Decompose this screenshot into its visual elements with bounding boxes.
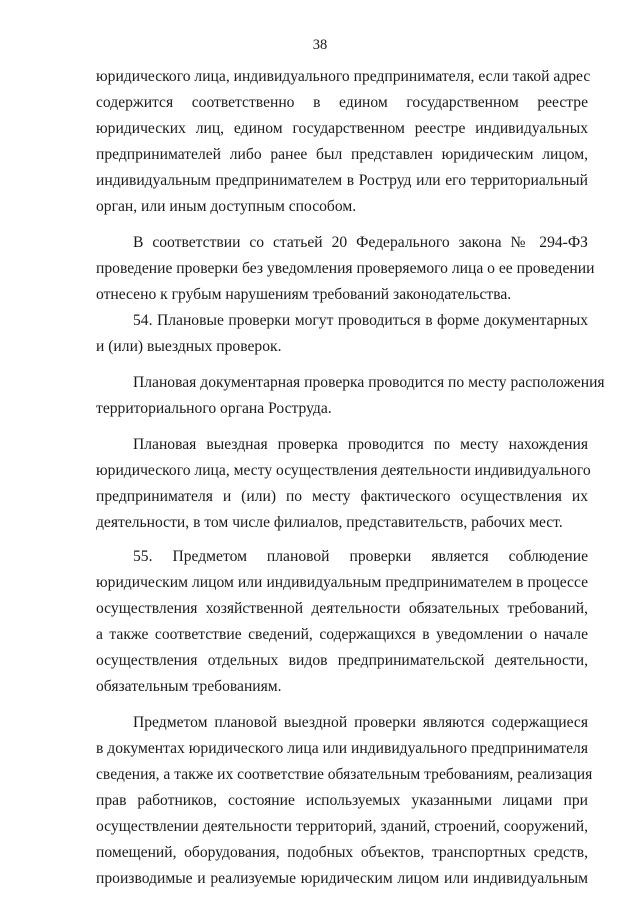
text-line: юридическим лицом или индивидуальным предпринимателем в процессе [96,574,588,591]
text-line: в документах юридического лица или индивидуального предпринимателя [96,740,588,757]
text-line: содержится соответственно в едином государственном реестре [96,94,588,111]
text-line: Плановая выездная проверка проводится по месту нахождения [133,436,588,453]
text-line: индивидуальным предпринимателем в Роструд или его территориальный [96,172,588,189]
text-line: Предметом плановой выездной проверки являются содержащиеся [133,714,588,731]
text-line: а также соответствие сведений, содержащихся в уведомлении о начале [96,626,588,643]
text-line: орган, или иным доступным способом. [96,198,357,215]
text-line: юридических лиц, едином государственном реестре индивидуальных [96,120,588,137]
text-line: сведения, а также их соответствие обязательным требованиям, реализация [96,766,593,783]
text-line: юридического лица, месту осуществления деятельности индивидуального [96,462,591,479]
text-line: 54. Плановые проверки могут проводиться в форме документарных [133,312,588,329]
text-line: 55. Предметом плановой проверки является соблюдение [133,548,588,565]
text-line: помещений, оборудования, подобных объектов, транспортных средств, [96,844,588,861]
text-line: осуществления отдельных видов предпринимательской деятельности, [96,652,588,669]
text-line: осуществлении деятельности территорий, зданий, строений, сооружений, [96,818,588,835]
text-line: прав работников, состояние используемых указанными лицами при [96,792,588,809]
text-line: осуществления хозяйственной деятельности обязательных требований, [96,600,588,617]
text-line: и (или) выездных проверок. [96,338,282,355]
text-line: предпринимателей либо ранее был представлен юридическим лицом, [96,146,588,163]
document-body [96,64,605,892]
text-line: производимые и реализуемые юридическим лицом или индивидуальным [96,870,588,887]
text-line: юридического лица, индивидуального предпринимателя, если такой адрес [96,68,591,85]
text-line: В соответствии со статьей 20 Федерального закона № 294-ФЗ [133,234,588,251]
text-line: территориального органа Роструда. [96,400,332,417]
text-line: проведение проверки без уведомления проверяемого лица о ее проведении [96,260,595,277]
page-number: 38 [312,37,328,53]
text-line: обязательным требованиям. [96,678,282,695]
text-line: деятельности, в том числе филиалов, представительств, рабочих мест. [96,514,563,531]
text-line: Плановая документарная проверка проводится по месту расположения [133,374,605,391]
text-line: предпринимателя и (или) по месту фактического осуществления их [96,488,588,505]
text-line: отнесено к грубым нарушениям требований законодательства. [96,286,512,303]
